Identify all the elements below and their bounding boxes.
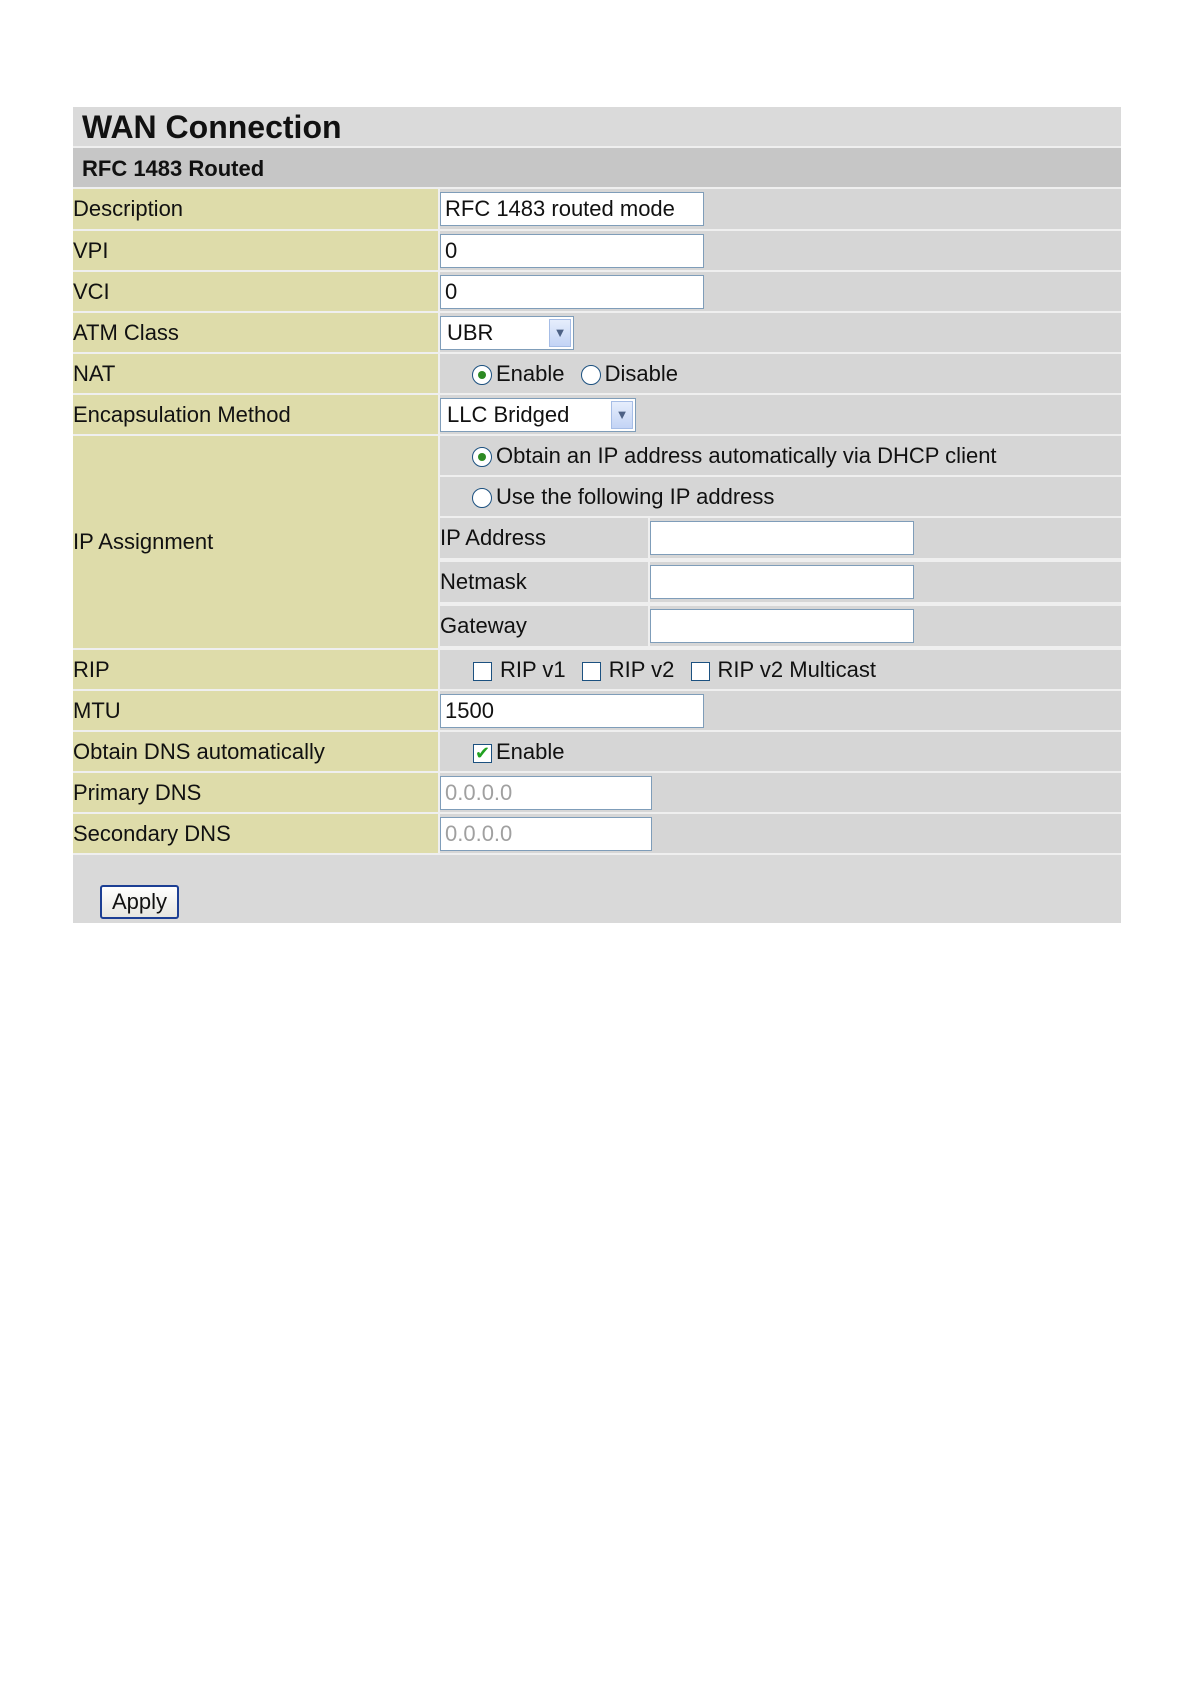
rip-v2-multicast-checkbox[interactable] xyxy=(691,662,710,681)
dhcp-radio[interactable] xyxy=(472,447,492,467)
rip-v2-multicast-label: RIP v2 Multicast xyxy=(717,657,877,683)
nat-disable-option[interactable] xyxy=(581,361,678,387)
static-ip-option[interactable] xyxy=(472,484,774,510)
rip-v1-checkbox[interactable] xyxy=(473,662,492,681)
encapsulation-label: Encapsulation Method xyxy=(73,394,439,435)
wan-form-table xyxy=(73,189,1121,855)
atm-class-select[interactable] xyxy=(440,316,574,350)
row-obtain-dns xyxy=(73,731,1121,772)
rip-label: RIP xyxy=(73,649,439,690)
row-mtu xyxy=(73,690,1121,731)
nat-disable-radio[interactable] xyxy=(581,365,601,385)
chevron-down-icon[interactable]: ▼ xyxy=(549,319,571,347)
nat-enable-option[interactable] xyxy=(472,361,565,387)
wan-connection-panel xyxy=(73,107,1121,923)
row-description xyxy=(73,189,1121,230)
row-primary-dns xyxy=(73,772,1121,813)
chevron-down-icon[interactable]: ▼ xyxy=(611,401,633,429)
encapsulation-select[interactable] xyxy=(440,398,636,432)
ip-assignment-label: IP Assignment xyxy=(73,435,439,649)
primary-dns-input xyxy=(440,776,652,810)
netmask-input[interactable] xyxy=(650,565,914,599)
apply-button[interactable]: Apply xyxy=(100,885,179,919)
ip-address-label: IP Address xyxy=(440,518,649,559)
secondary-dns-input xyxy=(440,817,652,851)
obtain-dns-checkbox[interactable] xyxy=(473,744,492,763)
description-label: Description xyxy=(73,189,439,230)
ip-address-input[interactable] xyxy=(650,521,914,555)
row-vpi xyxy=(73,230,1121,271)
vpi-input[interactable] xyxy=(440,234,704,268)
nat-disable-label: Disable xyxy=(604,361,679,387)
nat-label: NAT xyxy=(73,353,439,394)
row-rip xyxy=(73,649,1121,690)
vci-label: VCI xyxy=(73,271,439,312)
gateway-label: Gateway xyxy=(440,606,649,647)
mtu-input[interactable] xyxy=(440,694,704,728)
row-atm-class xyxy=(73,312,1121,353)
check-icon: ✔ xyxy=(474,742,491,763)
row-vci xyxy=(73,271,1121,312)
page-subtitle: RFC 1483 Routed xyxy=(73,148,1121,189)
static-ip-radio[interactable] xyxy=(472,488,492,508)
atm-class-selected-value: UBR xyxy=(447,319,494,345)
row-secondary-dns xyxy=(73,813,1121,854)
description-input[interactable] xyxy=(440,192,704,226)
rip-v2-multicast-option[interactable] xyxy=(691,657,877,683)
vpi-label: VPI xyxy=(73,230,439,271)
rip-v2-option[interactable] xyxy=(582,657,675,683)
rip-v1-label: RIP v1 xyxy=(500,657,566,683)
netmask-label: Netmask xyxy=(440,562,649,603)
page-title: WAN Connection xyxy=(73,107,1121,148)
secondary-dns-label: Secondary DNS xyxy=(73,813,439,854)
obtain-dns-enable-option[interactable] xyxy=(473,739,565,765)
nat-enable-label: Enable xyxy=(496,361,565,387)
vci-input[interactable] xyxy=(440,275,704,309)
row-nat xyxy=(73,353,1121,394)
rip-v2-checkbox[interactable] xyxy=(582,662,601,681)
rip-v1-option[interactable] xyxy=(473,657,566,683)
mtu-label: MTU xyxy=(73,690,439,731)
encapsulation-selected-value: LLC Bridged xyxy=(447,401,570,427)
apply-row xyxy=(73,855,1121,923)
static-ip-option-label: Use the following IP address xyxy=(496,484,775,510)
primary-dns-label: Primary DNS xyxy=(73,772,439,813)
dhcp-option[interactable] xyxy=(472,443,997,469)
row-ip-assignment xyxy=(73,435,1121,476)
dhcp-option-label: Obtain an IP address automatically via DHCP client xyxy=(496,443,997,469)
obtain-dns-enable-label: Enable xyxy=(496,739,565,765)
obtain-dns-label: Obtain DNS automatically xyxy=(73,731,439,772)
rip-v2-label: RIP v2 xyxy=(608,657,675,683)
row-encapsulation xyxy=(73,394,1121,435)
nat-enable-radio[interactable] xyxy=(472,365,492,385)
gateway-input[interactable] xyxy=(650,609,914,643)
atm-class-label: ATM Class xyxy=(73,312,439,353)
